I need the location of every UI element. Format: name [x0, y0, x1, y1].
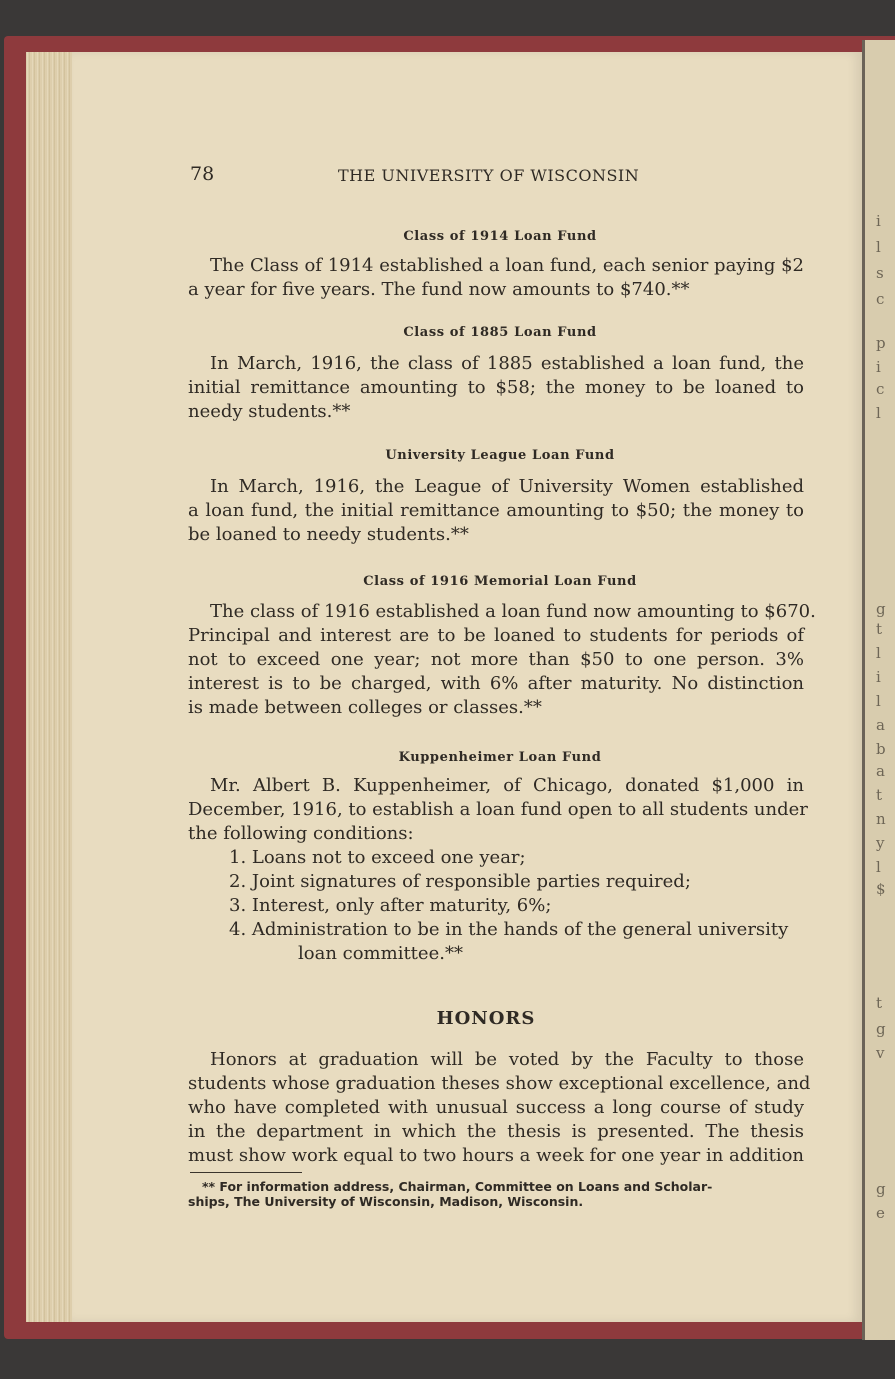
- paragraph-line: must show work equal to two hours a week for one year in addition: [188, 1145, 805, 1166]
- facing-page-glyph: y: [876, 834, 885, 852]
- honors-heading: HONORS: [436, 1008, 536, 1029]
- facing-page-glyph: v: [876, 1044, 885, 1062]
- footnote: [188, 1179, 806, 1209]
- section-title: Class of 1914 Loan Fund: [403, 229, 597, 244]
- section-title: Class of 1916 Memorial Loan Fund: [363, 574, 637, 589]
- section-paragraph: [188, 774, 808, 846]
- facing-page-glyph: g: [876, 600, 886, 618]
- facing-page-glyph: g: [876, 1180, 886, 1198]
- list-item: 1. Loans not to exceed one year;: [229, 847, 526, 868]
- facing-page-glyph: b: [876, 740, 886, 758]
- facing-page-glyph: p: [876, 334, 886, 352]
- facing-page-glyph: g: [876, 1020, 886, 1038]
- section-title: Kuppenheimer Loan Fund: [398, 750, 602, 765]
- paragraph-line: Honors at graduation will be voted by the Faculty to those: [210, 1049, 804, 1070]
- section-title: University League Loan Fund: [385, 448, 615, 463]
- section-paragraph: [188, 352, 804, 424]
- facing-page-glyph: i: [876, 668, 881, 686]
- paragraph-line: be loaned to needy students.**: [188, 524, 469, 545]
- paragraph-line: the following conditions:: [188, 823, 414, 844]
- facing-page-glyph: c: [876, 380, 885, 398]
- facing-page-glyph: c: [876, 290, 885, 308]
- paragraph-line: is made between colleges or classes.**: [188, 697, 542, 718]
- facing-page-glyph: l: [876, 858, 881, 876]
- facing-page-glyph: s: [876, 264, 884, 282]
- facing-page-glyph: a: [876, 716, 885, 734]
- list-item: 4. Administration to be in the hands of the general university: [229, 919, 789, 940]
- facing-page-glyph: t: [876, 786, 883, 804]
- paragraph-line: Mr. Albert B. Kuppenheimer, of Chicago, donated $1,000 in: [210, 775, 804, 796]
- facing-page-glyph: $: [876, 880, 886, 898]
- paragraph-line: not to exceed one year; not more than $50 to one person. 3%: [188, 649, 804, 670]
- paragraph-line: in the department in which the thesis is presented. The thesis: [188, 1121, 804, 1142]
- facing-page-glyph: i: [876, 212, 881, 230]
- facing-page-glyph: i: [876, 358, 881, 376]
- footnote-line: ships, The University of Wisconsin, Madison, Wisconsin.: [188, 1194, 584, 1209]
- section-paragraph: [188, 475, 804, 547]
- paragraph-line: December, 1916, to establish a loan fund open to all students under: [188, 799, 808, 820]
- facing-page-glyph: e: [876, 1204, 885, 1222]
- facing-page-glyph: t: [876, 620, 883, 638]
- running-title: THE UNIVERSITY OF WISCONSIN: [338, 166, 640, 185]
- paragraph-line: In March, 1916, the class of 1885 established a loan fund, the: [210, 353, 804, 374]
- footnote-line: ** For information address, Chairman, Committee on Loans and Scholar-: [202, 1179, 713, 1194]
- paragraph-line: The class of 1916 established a loan fund now amounting to $670.: [210, 601, 816, 622]
- paragraph-line: a loan fund, the initial remittance amounting to $50; the money to: [188, 500, 804, 521]
- list-item: 2. Joint signatures of responsible parties required;: [229, 871, 691, 892]
- section-paragraph: [188, 254, 804, 302]
- paragraph-line: a year for five years. The fund now amounts to $740.**: [188, 279, 690, 300]
- paragraph-line: Principal and interest are to be loaned to students for periods of: [188, 625, 804, 646]
- page-number: 78: [190, 163, 215, 185]
- section-title: Class of 1885 Loan Fund: [403, 325, 597, 340]
- paragraph-line: who have completed with unusual success a long course of study: [188, 1097, 804, 1118]
- facing-page-glyph: l: [876, 692, 881, 710]
- paragraph-line: needy students.**: [188, 401, 351, 422]
- facing-page-glyph: t: [876, 994, 883, 1012]
- paragraph-line: initial remittance amounting to $58; the money to be loaned to: [188, 377, 804, 398]
- paragraph-line: interest is to be charged, with 6% after maturity. No distinction: [188, 673, 804, 694]
- list-item-continuation: loan committee.**: [298, 943, 463, 964]
- facing-page-glyph: l: [876, 644, 881, 662]
- paragraph-line: The Class of 1914 established a loan fund, each senior paying $2: [210, 255, 804, 276]
- facing-page-glyph: l: [876, 404, 881, 422]
- section-paragraph: [188, 600, 816, 720]
- facing-page-glyph: n: [876, 810, 886, 828]
- facing-page-glyph: a: [876, 762, 885, 780]
- list-item: 3. Interest, only after maturity, 6%;: [229, 895, 552, 916]
- paragraph-line: In March, 1916, the League of University Women established: [210, 476, 804, 497]
- paragraph-line: students whose graduation theses show exceptional excellence, and: [188, 1073, 811, 1094]
- footnote-rule: [190, 1172, 302, 1173]
- facing-page-glyph: l: [876, 238, 881, 256]
- honors-paragraph: [188, 1048, 811, 1168]
